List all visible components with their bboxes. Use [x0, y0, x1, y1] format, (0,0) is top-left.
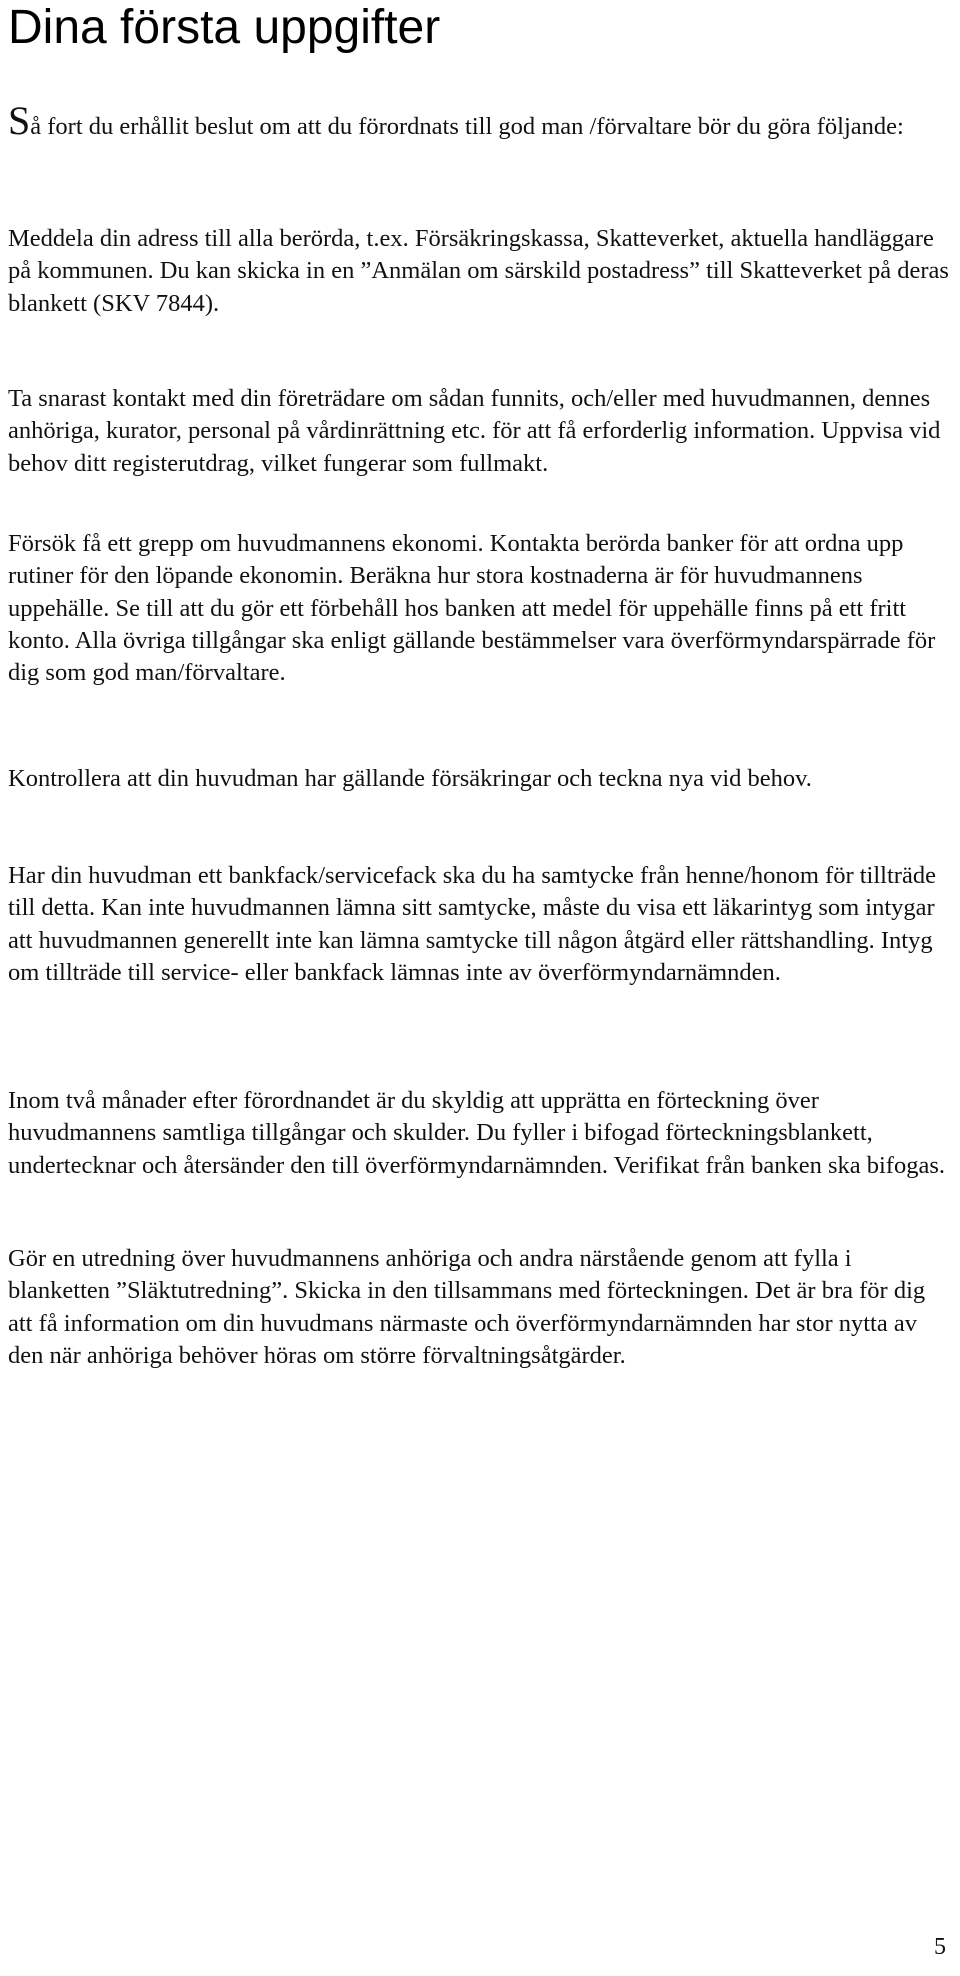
intro-text: å fort du erhållit beslut om att du förordnats till god man /förvaltare bör du göra följande:	[30, 113, 904, 140]
page-title: Dina första uppgifter	[8, 1, 441, 54]
paragraph-address: Meddela din adress till alla berörda, t.ex. Försäkringskassa, Skatteverket, aktuella handläggare på kommunen. Du kan skicka in en ”Anmälan om särskild postadress” till Skatteverket på deras blankett (SKV 7844).	[8, 225, 949, 317]
paragraph-insurance: Kontrollera att din huvudman har gällande försäkringar och teckna nya vid behov.	[8, 765, 812, 792]
intro-paragraph	[8, 98, 953, 143]
paragraph-contact: Ta snarast kontakt med din företrädare om sådan funnits, och/eller med huvudmannen, dennes anhöriga, kurator, personal på vårdinrättning etc. för att få erforderlig information. Uppvisa vid behov ditt registerutdrag, vilket fungerar som fullmakt.	[8, 385, 941, 477]
paragraph-economy: Försök få ett grepp om huvudmannens ekonomi. Kontakta berörda banker för att ordna upp rutiner för den löpande ekonomin. Beräkna hur stora kostnaderna är för huvudmannens uppehälle. Se till att du gör ett förbehåll hos banken att medel för uppehälle finns på ett fritt konto. Alla övriga tillgångar ska enligt gällande bestämmelser vara överförmyndarspärrade för dig som god man/förvaltare.	[8, 530, 936, 687]
dropcap-letter: S	[8, 98, 31, 143]
paragraph-family-survey: Gör en utredning över huvudmannens anhöriga och andra närstående genom att fylla i blanketten ”Släktutredning”. Skicka in den tillsammans med förteckningen. Det är bra för dig att få information om din huvudmans närmaste och överförmyndarnämnden har stor nytta av den när anhöriga behöver höras om större förvaltningsåtgärder.	[8, 1245, 926, 1369]
paragraph-bank-box: Har din huvudman ett bankfack/servicefack ska du ha samtycke från henne/honom för tillträde till detta. Kan inte huvudmannen lämna sitt samtycke, måste du visa ett läkarintyg som intygar att huvudmannen generellt inte kan lämna samtycke till någon åtgärd eller rättshandling. Intyg om tillträde till service- eller bankfack lämnas inte av överförmyndarnämnden.	[8, 862, 936, 986]
paragraph-inventory: Inom två månader efter förordnandet är du skyldig att upprätta en förteckning över huvudmannens samtliga tillgångar och skulder. Du fyller i bifogad förteckningsblankett, undertecknar och återsänder den till överförmyndarnämnden. Verifikat från banken ska bifogas.	[8, 1087, 945, 1179]
page-number: 5	[934, 1934, 946, 1960]
